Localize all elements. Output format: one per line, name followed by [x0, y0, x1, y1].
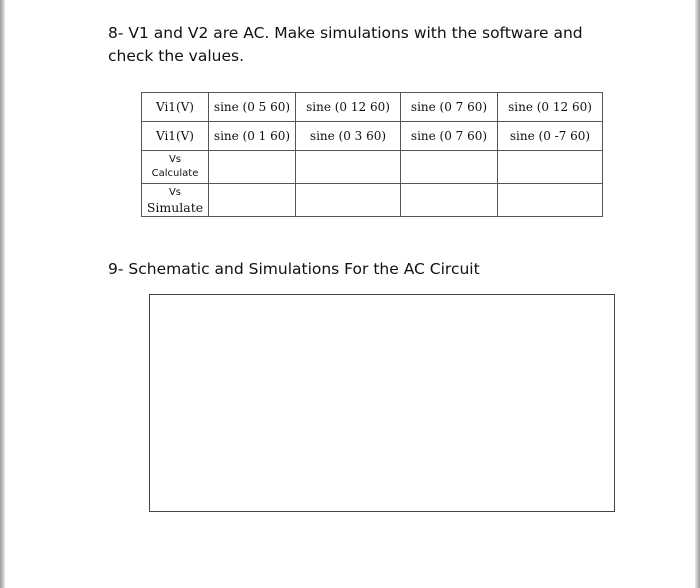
simulate-label-line: Simulate — [146, 199, 204, 215]
table-cell: sine (0 7 60) — [401, 122, 498, 151]
row-label: Vi1(V) — [142, 122, 209, 151]
calculate-label-line: Calculate — [151, 168, 199, 179]
question-8-text: 8- V1 and V2 are AC. Make simulations with the software and check the values. — [108, 24, 583, 65]
values-table — [141, 92, 603, 217]
empty-answer-cell[interactable] — [498, 184, 603, 217]
empty-answer-cell[interactable] — [296, 151, 401, 184]
empty-answer-cell[interactable] — [401, 151, 498, 184]
table-row — [142, 122, 603, 151]
vs-label-line: Vs — [168, 186, 182, 198]
table-row-vs-simulate — [142, 184, 603, 217]
empty-answer-cell[interactable] — [401, 184, 498, 217]
table-cell: sine (0 3 60) — [296, 122, 401, 151]
page-edge-right — [695, 0, 700, 588]
table-cell: sine (0 5 60) — [209, 93, 296, 122]
table-cell: sine (0 1 60) — [209, 122, 296, 151]
empty-answer-cell[interactable] — [296, 184, 401, 217]
table-cell: sine (0 12 60) — [498, 93, 603, 122]
vs-label-line: Vs — [168, 154, 182, 165]
vs-calculate-label — [142, 151, 209, 184]
page-edge-left — [0, 0, 5, 588]
empty-answer-cell[interactable] — [209, 151, 296, 184]
table-cell: sine (0 12 60) — [296, 93, 401, 122]
empty-answer-cell[interactable] — [498, 151, 603, 184]
row-label: Vi1(V) — [142, 93, 209, 122]
empty-answer-cell[interactable] — [209, 184, 296, 217]
question-9-text: 9- Schematic and Simulations For the AC Circuit — [108, 260, 480, 278]
vs-simulate-label — [142, 184, 209, 217]
table-row — [142, 93, 603, 122]
schematic-answer-box[interactable] — [149, 294, 615, 512]
table-cell: sine (0 -7 60) — [498, 122, 603, 151]
table-cell: sine (0 7 60) — [401, 93, 498, 122]
table-row-vs-calculate — [142, 151, 603, 184]
